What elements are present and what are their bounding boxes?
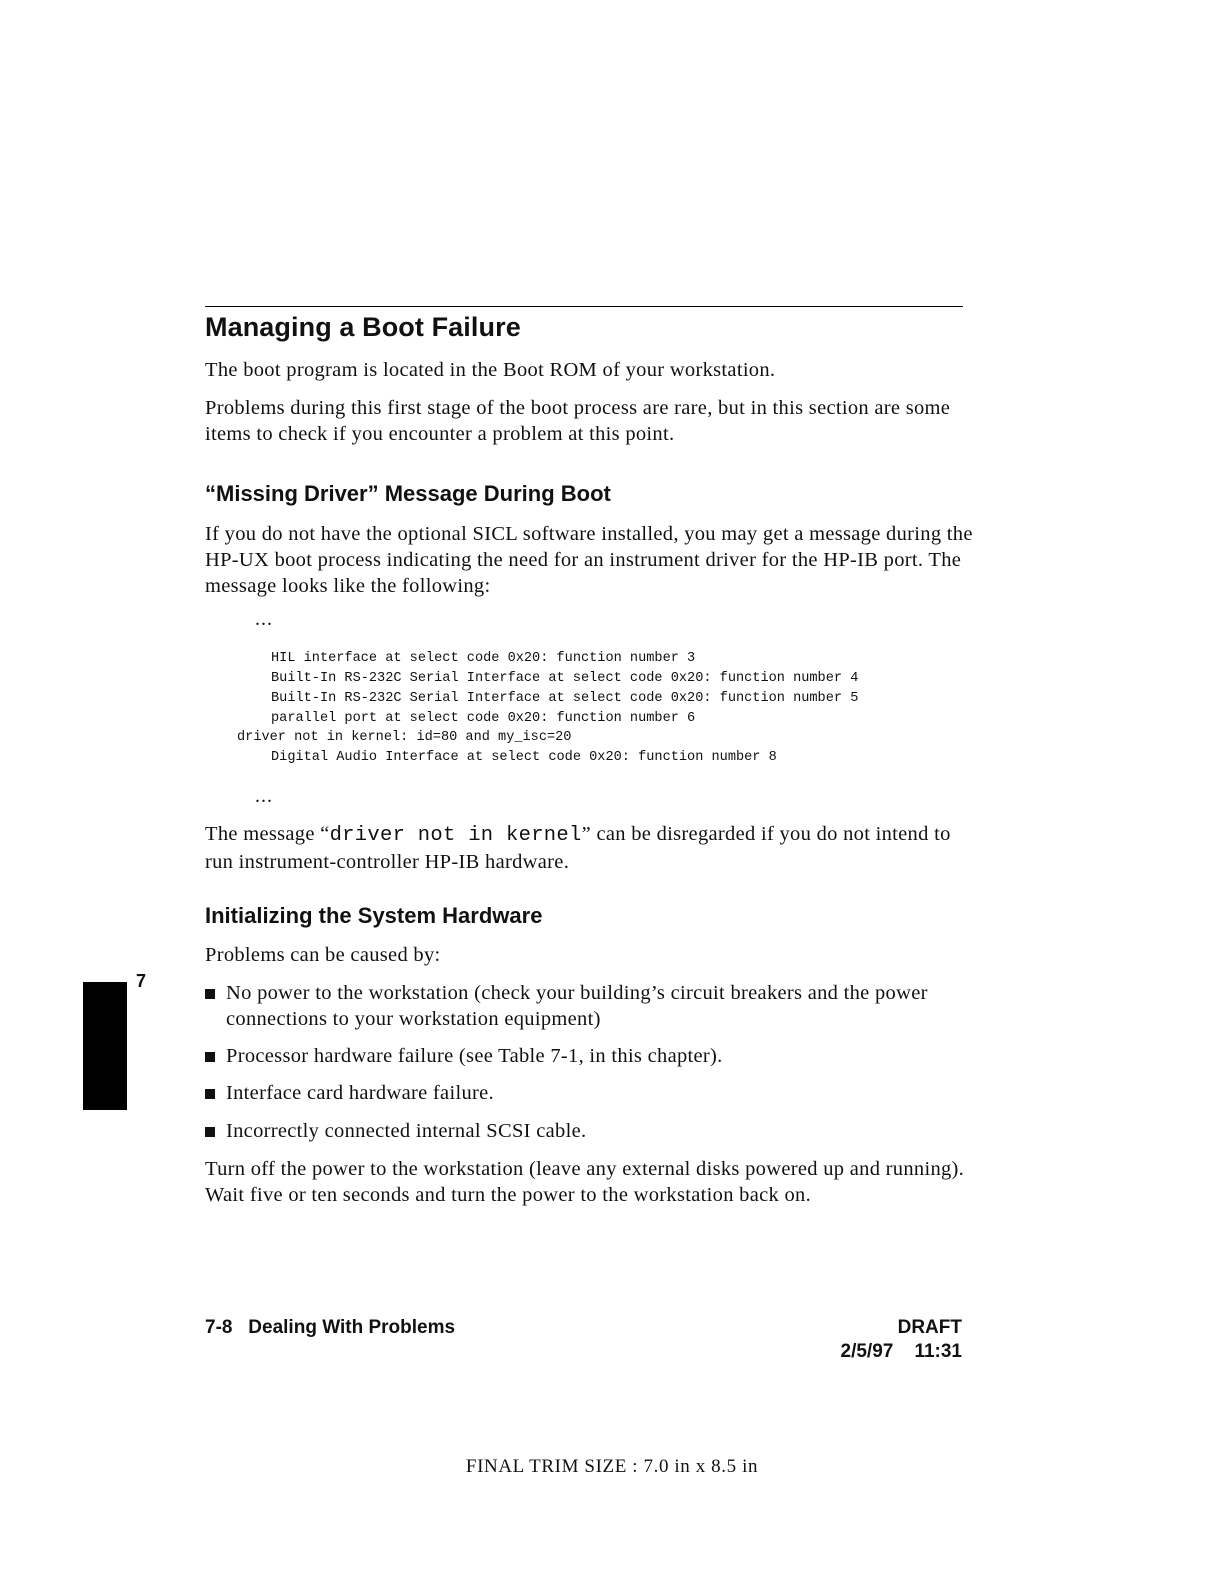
code-line: Built-In RS-232C Serial Interface at select code 0x20: function number 5 [271,691,859,706]
footer-date-time: 2/5/97 11:31 [840,1341,962,1362]
list-item: Processor hardware failure (see Table 7-1, in this chapter). [205,1043,975,1069]
list-item: Incorrectly connected internal SCSI cable. [205,1118,975,1144]
init-hardware-heading: Initializing the System Hardware [205,903,543,928]
code-line: parallel port at select code 0x20: function number 6 [271,711,696,726]
section-rule [205,306,963,307]
footer-page-label: 7-8 Dealing With Problems [205,1317,456,1338]
disregard-text-after: ” can be disregarded if you do not intend to run instrument-controller HP-IB hardware. [205,823,951,873]
footer-draft-label: DRAFT [897,1317,962,1338]
closing-paragraph: Turn off the power to the workstation (leave any external disks powered up and running). Wait five or ten seconds and turn the power to the workstation back on. [205,1158,965,1206]
list-item: No power to the workstation (check your building’s circuit breakers and the power connections to your workstation equipment) [205,980,975,1032]
intro-paragraph-1: The boot program is located in the Boot ROM of your workstation. [205,359,776,381]
missing-driver-heading: “Missing Driver” Message During Boot [205,481,611,506]
ellipsis-top: ... [255,608,273,630]
square-bullet-icon [205,1127,215,1137]
intro-paragraph-2: Problems during this first stage of the boot process are rare, but in this section are some items to check if you encounter a problem at this point. [205,397,951,445]
disregard-text-before: The message “ [205,823,330,845]
chapter-tab-marker [83,982,127,1110]
square-bullet-icon [205,1052,215,1062]
trim-size-note: FINAL TRIM SIZE : 7.0 in x 8.5 in [465,1456,759,1477]
inline-code-message: driver not in kernel [329,824,582,847]
code-line-driver-message: driver not in kernel: id=80 and my_isc=20 [237,730,572,745]
init-hardware-lead: Problems can be caused by: [205,944,441,966]
missing-driver-paragraph: If you do not have the optional SICL software installed, you may get a message during the HP-UX boot process indicating the need for an instrument driver for the HP-IB port. The message looks like the following: [205,523,973,597]
code-line: Digital Audio Interface at select code 0x20: function number 8 [271,750,777,765]
page-title: Managing a Boot Failure [205,312,521,342]
list-item: Interface card hardware failure. [205,1080,975,1106]
square-bullet-icon [205,1089,215,1099]
code-line: HIL interface at select code 0x20: function number 3 [271,651,696,666]
ellipsis-bottom: ... [255,785,273,807]
code-line: Built-In RS-232C Serial Interface at select code 0x20: function number 4 [271,671,859,686]
square-bullet-icon [205,989,215,999]
chapter-tab-number: 7 [136,971,147,991]
disregard-paragraph [205,821,975,875]
